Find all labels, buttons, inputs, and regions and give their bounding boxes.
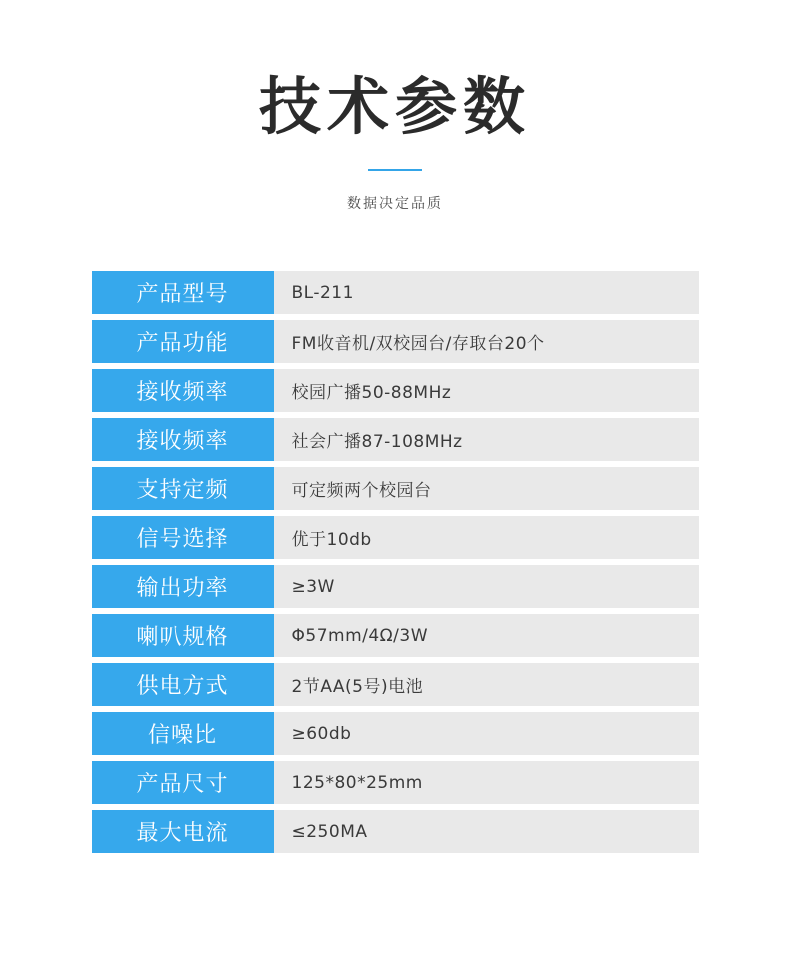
spec-label: 输出功率: [92, 565, 274, 608]
table-row: [92, 369, 699, 412]
spec-label: 产品尺寸: [92, 761, 274, 804]
spec-value: 可定频两个校园台: [274, 467, 699, 510]
page-header: [0, 0, 790, 213]
specifications-table: [92, 271, 699, 853]
spec-label: 信噪比: [92, 712, 274, 755]
spec-label: 供电方式: [92, 663, 274, 706]
table-row: [92, 271, 699, 314]
spec-label: 接收频率: [92, 369, 274, 412]
spec-value: ≤250MA: [274, 810, 699, 853]
spec-label: 最大电流: [92, 810, 274, 853]
spec-value: FM收音机/双校园台/存取台20个: [274, 320, 699, 363]
table-row: [92, 418, 699, 461]
spec-label: 接收频率: [92, 418, 274, 461]
spec-value: BL-211: [274, 271, 699, 314]
spec-label: 产品功能: [92, 320, 274, 363]
spec-value: 2节AA(5号)电池: [274, 663, 699, 706]
title-divider: [368, 169, 422, 171]
spec-value: Φ57mm/4Ω/3W: [274, 614, 699, 657]
page-title: 技术参数: [258, 70, 531, 143]
table-row: [92, 810, 699, 853]
spec-label: 产品型号: [92, 271, 274, 314]
spec-value: 校园广播50-88MHz: [274, 369, 699, 412]
table-row: [92, 467, 699, 510]
table-row: [92, 565, 699, 608]
table-row: [92, 614, 699, 657]
spec-label: 喇叭规格: [92, 614, 274, 657]
spec-label: 信号选择: [92, 516, 274, 559]
spec-value: 社会广播87-108MHz: [274, 418, 699, 461]
page-subtitle: 数据决定品质: [347, 196, 443, 213]
table-row: [92, 663, 699, 706]
table-row: [92, 320, 699, 363]
spec-label: 支持定频: [92, 467, 274, 510]
table-row: [92, 516, 699, 559]
spec-value: 125*80*25mm: [274, 761, 699, 804]
table-row: [92, 761, 699, 804]
spec-value: ≥60db: [274, 712, 699, 755]
table-row: [92, 712, 699, 755]
spec-value: ≥3W: [274, 565, 699, 608]
spec-value: 优于10db: [274, 516, 699, 559]
